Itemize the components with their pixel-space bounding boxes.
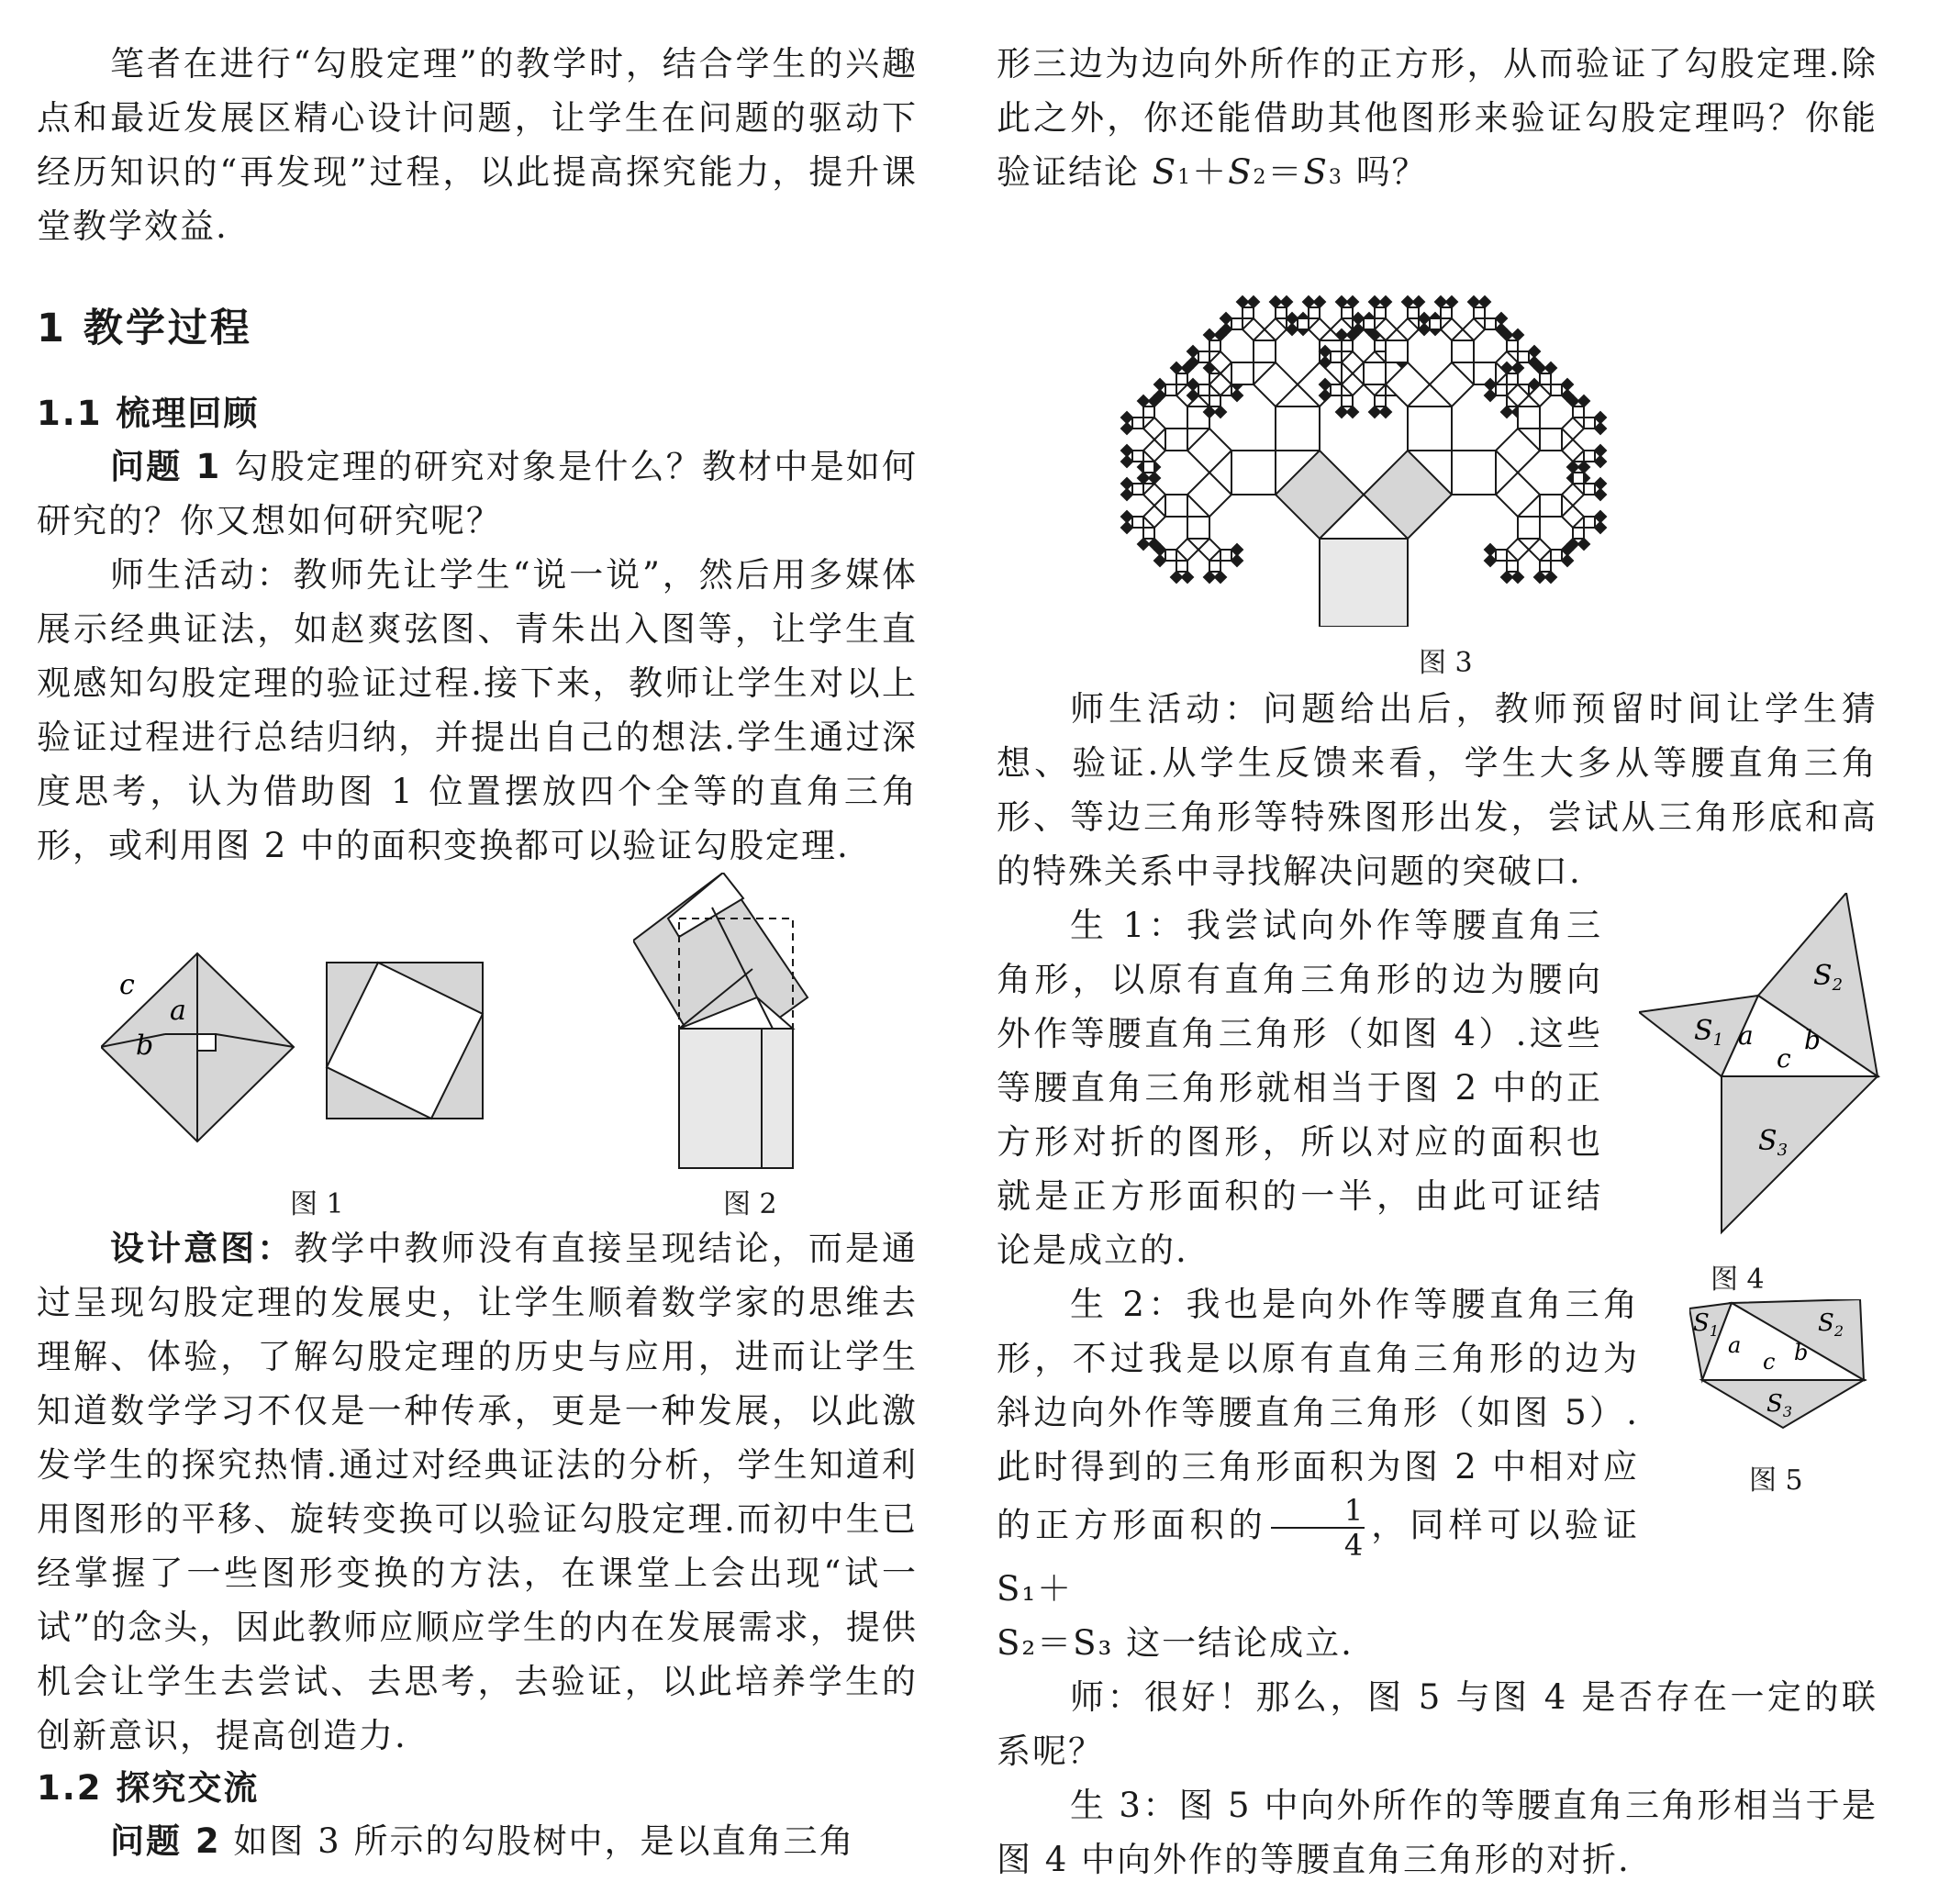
tree-square xyxy=(1248,296,1259,307)
tree-square xyxy=(1518,406,1540,429)
tree-square xyxy=(1375,307,1386,318)
fraction-denominator: 4 xyxy=(1271,1527,1365,1562)
tree-square xyxy=(1446,296,1457,307)
tree-square xyxy=(1573,406,1584,418)
tree-square xyxy=(1584,484,1595,495)
tree-square xyxy=(1176,373,1187,384)
fig2-bottom-square xyxy=(679,1029,793,1168)
tree-square xyxy=(1231,318,1243,329)
tree-square xyxy=(1545,362,1556,373)
tree-square xyxy=(1369,406,1380,418)
tree-square xyxy=(1540,373,1551,384)
tree-square xyxy=(1380,296,1391,307)
tree-square xyxy=(1540,429,1562,451)
figure-1-2-area xyxy=(37,873,918,1221)
tree-square xyxy=(1176,539,1198,561)
tree-square xyxy=(1143,484,1165,506)
tree-square xyxy=(1397,318,1419,340)
tree-square xyxy=(1187,429,1231,473)
tree-square xyxy=(1143,440,1165,462)
fig1-label-a: a xyxy=(170,995,186,1027)
tree-square xyxy=(1121,522,1132,533)
tree-square xyxy=(1121,412,1132,423)
tree-square xyxy=(1231,544,1243,555)
tree-square xyxy=(1276,406,1320,451)
tree-square xyxy=(1534,572,1545,583)
question-1 xyxy=(37,440,918,548)
tree-square xyxy=(1485,318,1496,329)
tree-square xyxy=(1386,362,1430,406)
tree-square xyxy=(1143,506,1165,528)
tree-square xyxy=(1375,395,1386,406)
figure-4-caption: 图 4 xyxy=(1711,1264,1765,1296)
tree-square xyxy=(1507,561,1518,572)
tree-square xyxy=(1347,406,1358,418)
tree-square xyxy=(1347,296,1358,307)
figure-2 xyxy=(633,873,853,1175)
tree-square xyxy=(1496,429,1540,473)
student-2-text-1: 生 2：我也是向外作等腰直角三角形，不过我是以原有直角三角形的边为斜边向外作等腰直角三角形（如图 5）.此时得到的三角形面积为图 2 中相对应的正方形面积的 xyxy=(997,1285,1639,1545)
tree-square xyxy=(1595,423,1606,434)
tree-square xyxy=(1138,539,1149,550)
tree-square xyxy=(1485,555,1496,566)
tree-square xyxy=(1364,318,1375,329)
tree-square xyxy=(1468,296,1479,307)
tree-square xyxy=(1182,572,1193,583)
tree-square xyxy=(1501,572,1512,583)
tree-square xyxy=(1171,572,1182,583)
question-1-text: 勾股定理的研究对象是什么？教材中是如何研究的？你又想如何研究呢？ xyxy=(37,447,918,540)
tree-square xyxy=(1121,445,1132,456)
tree-square xyxy=(1243,307,1254,318)
tree-square xyxy=(1314,296,1325,307)
tree-square xyxy=(1496,384,1507,395)
tree-square xyxy=(1595,489,1606,500)
tree-square xyxy=(1430,318,1441,329)
tree-square xyxy=(1573,473,1584,484)
tree-square xyxy=(1595,456,1606,467)
question-2 xyxy=(37,1814,918,1868)
tree-square xyxy=(1518,517,1540,539)
figure-5-caption: 图 5 xyxy=(1749,1464,1803,1497)
tree-square xyxy=(1143,528,1154,539)
tree-square xyxy=(1265,318,1287,340)
tree-square xyxy=(1198,384,1209,395)
tree-square xyxy=(1452,451,1496,495)
tree-square xyxy=(1132,451,1143,462)
tree-square xyxy=(1121,511,1132,522)
tree-square xyxy=(1132,418,1143,429)
tree-square xyxy=(1342,340,1353,351)
question-2-label: 问题 2 xyxy=(110,1821,221,1861)
student-2-text-2: ，同样可以验证 S₁＋ xyxy=(997,1505,1640,1609)
fig4-label-s1: $S_1$ xyxy=(1694,1015,1724,1050)
tree-square xyxy=(1562,379,1573,390)
tree-square xyxy=(1408,406,1452,451)
student-2-paragraph xyxy=(997,1277,1639,1616)
tree-square xyxy=(1485,544,1496,555)
tree-square xyxy=(1540,495,1562,517)
formula-s3: S xyxy=(1303,152,1329,192)
tree-square xyxy=(1276,307,1287,318)
figure-1-caption: 图 1 xyxy=(290,1188,344,1220)
tree-square xyxy=(1573,528,1584,539)
tree-square xyxy=(1562,555,1573,566)
fig5-label-s1: $S_1$ xyxy=(1693,1309,1719,1340)
design-intent-paragraph xyxy=(37,1221,918,1763)
tree-square xyxy=(1121,489,1132,500)
tree-square xyxy=(1231,362,1254,384)
fig1-label-c: c xyxy=(119,969,135,1001)
figure-2-caption: 图 2 xyxy=(723,1188,777,1220)
tree-square xyxy=(1408,307,1419,318)
tree-square xyxy=(1165,550,1176,561)
tree-square xyxy=(1215,406,1226,418)
tree-square xyxy=(1121,478,1132,489)
tree-square xyxy=(1441,307,1452,318)
tree-square xyxy=(1386,340,1408,362)
tree-square xyxy=(1309,307,1320,318)
tree-square xyxy=(1529,539,1551,561)
tree-square xyxy=(1231,451,1276,495)
tree-square xyxy=(1518,351,1529,362)
tree-square xyxy=(1562,440,1584,462)
tree-square xyxy=(1187,473,1231,517)
fig1-label-b: b xyxy=(136,1030,154,1062)
tree-square xyxy=(1165,429,1187,451)
tree-square xyxy=(1584,418,1595,429)
tree-square xyxy=(1209,340,1220,351)
tree-square xyxy=(1474,307,1485,318)
intro-paragraph: 笔者在进行“勾股定理”的教学时，结合学生的兴趣点和最近发展区精心设计问题，让学生在问题的驱动下经历知识的“再发现”过程，以此提高探究能力，提升课堂教学效益. xyxy=(37,44,918,246)
tree-square xyxy=(1165,384,1176,395)
tree-square xyxy=(1369,296,1380,307)
fraction-one-quarter xyxy=(1271,1494,1365,1562)
tree-square xyxy=(1132,484,1143,495)
fig5-label-b: b xyxy=(1794,1340,1809,1365)
tree-square xyxy=(1270,296,1281,307)
formula-s2: S xyxy=(1228,152,1254,192)
tree-square xyxy=(1584,517,1595,528)
tree-square xyxy=(1501,406,1512,418)
tree-square xyxy=(1237,296,1248,307)
tree-square xyxy=(1551,550,1562,561)
tree-square xyxy=(1187,346,1198,357)
tree-square xyxy=(1281,296,1292,307)
tree-square xyxy=(1584,451,1595,462)
tree-square xyxy=(1364,451,1452,539)
formula-s3-sub: 3 xyxy=(1328,166,1343,189)
tree-square xyxy=(1171,362,1182,373)
tree-square xyxy=(1562,506,1584,528)
tree-square xyxy=(1595,511,1606,522)
student-2-conclusion: S₂＝S₃ 这一结论成立. xyxy=(997,1623,1354,1663)
tree-square xyxy=(1303,296,1314,307)
tree-square xyxy=(1336,296,1347,307)
figure-4 xyxy=(1639,893,1896,1241)
tree-square xyxy=(1336,406,1347,418)
figure-1 xyxy=(101,926,523,1174)
tree-square xyxy=(1309,318,1331,340)
tree-square xyxy=(1595,478,1606,489)
tree-square xyxy=(1231,390,1243,401)
design-intent-text: 教学中教师没有直接呈现结论，而是通过呈现勾股定理的发展史，让学生顺着数学家的思维去理解、体验，了解勾股定理的历史与应用，进而让学生知道数学学习不仅是一种传承，更是一种发展，以此激发学生的探究热情.通过对经典证法的分析，学生知道利用图形的平移、旋转变换可以验证勾股定理.而初中生已经掌握了一些图形变换的方法，在课堂上会出现“试一试”的念头，因此教师应顺应学生的内在发展需求，提供机会让学生去尝试、去思考，去验证，以此培养学生的创新意识，提高创造力. xyxy=(37,1229,919,1755)
figure-3-pythagoras-tree xyxy=(1116,205,1777,627)
tree-square xyxy=(1578,539,1589,550)
tree-square xyxy=(1452,340,1474,362)
tree-square xyxy=(1380,406,1391,418)
student-1-block xyxy=(997,898,1878,1296)
fraction-numerator: 1 xyxy=(1343,1493,1365,1528)
tree-square xyxy=(1435,296,1446,307)
tree-square xyxy=(1479,296,1490,307)
tree-square xyxy=(1402,296,1413,307)
tree-square xyxy=(1562,484,1584,506)
tree-square xyxy=(1595,522,1606,533)
tree-square xyxy=(1143,406,1154,418)
question-2-text: 如图 3 所示的勾股树中，是以直角三角 xyxy=(220,1821,855,1861)
fig4-label-a: a xyxy=(1738,1020,1754,1051)
fig5-label-s3: $S_3$ xyxy=(1766,1390,1792,1420)
tree-square xyxy=(1375,340,1386,351)
right-column xyxy=(997,37,1878,1887)
tree-square xyxy=(1209,395,1220,406)
tree-square xyxy=(1496,550,1507,561)
tree-square xyxy=(1342,307,1353,318)
tree-square xyxy=(1220,550,1231,561)
tree-square xyxy=(1496,313,1507,324)
tree-square xyxy=(1441,318,1463,340)
subsection-heading-1-1: 1.1 梳理回顾 xyxy=(37,394,260,433)
formula-s1: S xyxy=(1152,152,1178,192)
tree-square xyxy=(1595,412,1606,423)
fig4-label-c: c xyxy=(1777,1043,1791,1074)
fig5-label-a: a xyxy=(1728,1332,1742,1358)
tree-square xyxy=(1507,539,1529,561)
tree-square xyxy=(1154,555,1165,566)
tree-square xyxy=(1231,555,1243,566)
tree-square xyxy=(1143,418,1165,440)
tree-square xyxy=(1121,423,1132,434)
tree-square xyxy=(1529,346,1540,357)
tree-square xyxy=(1320,539,1408,627)
tree-square xyxy=(1132,517,1143,528)
tree-square xyxy=(1138,395,1149,406)
student-1-paragraph: 生 1：我尝试向外作等腰直角三角形，以原有直角三角形的边为腰向外作等腰直角三角形（如图 4）.这些等腰直角三角形就相当于图 2 中的正方形对折的图形，所以对应的面积也就是正方形面积的一半，由此可证结论是成立的. xyxy=(997,906,1602,1270)
tree-square xyxy=(1562,418,1584,440)
tree-square xyxy=(1176,561,1187,572)
tree-square xyxy=(1507,340,1518,351)
tree-square xyxy=(1187,517,1209,539)
formula-s2-sub: 2 xyxy=(1253,166,1268,189)
tree-square xyxy=(1276,451,1364,539)
tree-square xyxy=(1198,351,1209,362)
fig4-s3-triangle xyxy=(1722,1076,1878,1232)
tree-square xyxy=(1496,473,1540,517)
tree-square xyxy=(1545,572,1556,583)
tree-square xyxy=(1254,362,1298,406)
activity-1-paragraph: 师生活动：教师先让学生“说一说”，然后用多媒体展示经典证法，如赵爽弦图、青朱出入图等，让学生直观感知勾股定理的验证过程.接下来，教师让学生对以上验证过程进行总结归纳，并提出自己的想法.学生通过深度思考，认为借助图 1 位置摆放四个全等的直角三角形，或利用图 2 中的面积变换都可以验证勾股定理. xyxy=(37,555,918,865)
tree-square xyxy=(1413,296,1424,307)
question-2-end: 吗？ xyxy=(1343,152,1428,192)
tree-square xyxy=(1198,539,1220,561)
tree-square xyxy=(1215,572,1226,583)
design-intent-label: 设计意图： xyxy=(110,1229,295,1268)
left-column xyxy=(37,37,918,1868)
tree-square xyxy=(1209,561,1220,572)
tree-square xyxy=(1364,362,1386,384)
tree-square xyxy=(1595,445,1606,456)
tree-square xyxy=(1220,313,1231,324)
tree-square xyxy=(1578,395,1589,406)
tree-square xyxy=(1121,456,1132,467)
tree-square xyxy=(1243,318,1265,340)
figure-5 xyxy=(1689,1299,1873,1437)
tree-square xyxy=(1463,318,1485,340)
teacher-paragraph: 师：很好！那么，图 5 与图 4 是否存在一定的联系呢？ xyxy=(997,1677,1878,1771)
student-2-block xyxy=(997,1277,1878,1670)
tree-square xyxy=(1512,572,1523,583)
fig5-label-c: c xyxy=(1763,1349,1776,1375)
tree-square xyxy=(1154,379,1165,390)
formula-plus: ＋ xyxy=(1192,152,1229,192)
student-3-paragraph: 生 3：图 5 中向外所作的等腰直角三角形相当于是图 4 中向外作的等腰直角三角形的对折. xyxy=(997,1786,1878,1879)
tree-square xyxy=(1512,329,1523,340)
tree-square xyxy=(1551,384,1562,395)
tree-square xyxy=(1298,318,1309,329)
fig4-label-s3: $S_3$ xyxy=(1758,1125,1789,1160)
tree-square xyxy=(1342,395,1353,406)
subsection-heading-1-2: 1.2 探究交流 xyxy=(37,1768,260,1808)
question-2-continued-text: 形三边为边向外所作的正方形，从而验证了勾股定理.除此之外，你还能借助其他图形来验证勾股定理吗？你能验证结论 xyxy=(997,44,1878,192)
tree-square xyxy=(1331,351,1342,362)
tree-square xyxy=(1254,340,1276,362)
tree-square xyxy=(1485,390,1496,401)
tree-square xyxy=(1143,462,1154,473)
figure-3-area xyxy=(997,205,1878,682)
section-heading-1: 1 教学过程 xyxy=(37,306,252,351)
formula-s1-sub: 1 xyxy=(1177,166,1193,189)
fig5-label-s2: $S_2$ xyxy=(1818,1309,1844,1340)
tree-square xyxy=(1430,362,1474,406)
tree-square xyxy=(1204,329,1215,340)
fig4-label-s2: $S_2$ xyxy=(1813,960,1844,995)
tree-square xyxy=(1540,561,1551,572)
fig4-label-b: b xyxy=(1804,1025,1821,1055)
question-1-label: 问题 1 xyxy=(110,447,222,486)
tree-square xyxy=(1331,384,1342,395)
tree-square xyxy=(1204,572,1215,583)
activity-2-paragraph: 师生活动：问题给出后，教师预留时间让学生猜想、验证.从学生反馈来看，学生大多从等腰直角三角形、等边三角形等特殊图形出发，尝试从三角形底和高的特殊关系中寻找解决问题的突破口. xyxy=(997,689,1878,891)
tree-square xyxy=(1507,373,1518,384)
tree-square xyxy=(1165,495,1187,517)
formula-eq: ＝ xyxy=(1267,152,1304,192)
figure-3-caption: 图 3 xyxy=(1419,647,1473,679)
question-2-continued xyxy=(997,37,1878,205)
